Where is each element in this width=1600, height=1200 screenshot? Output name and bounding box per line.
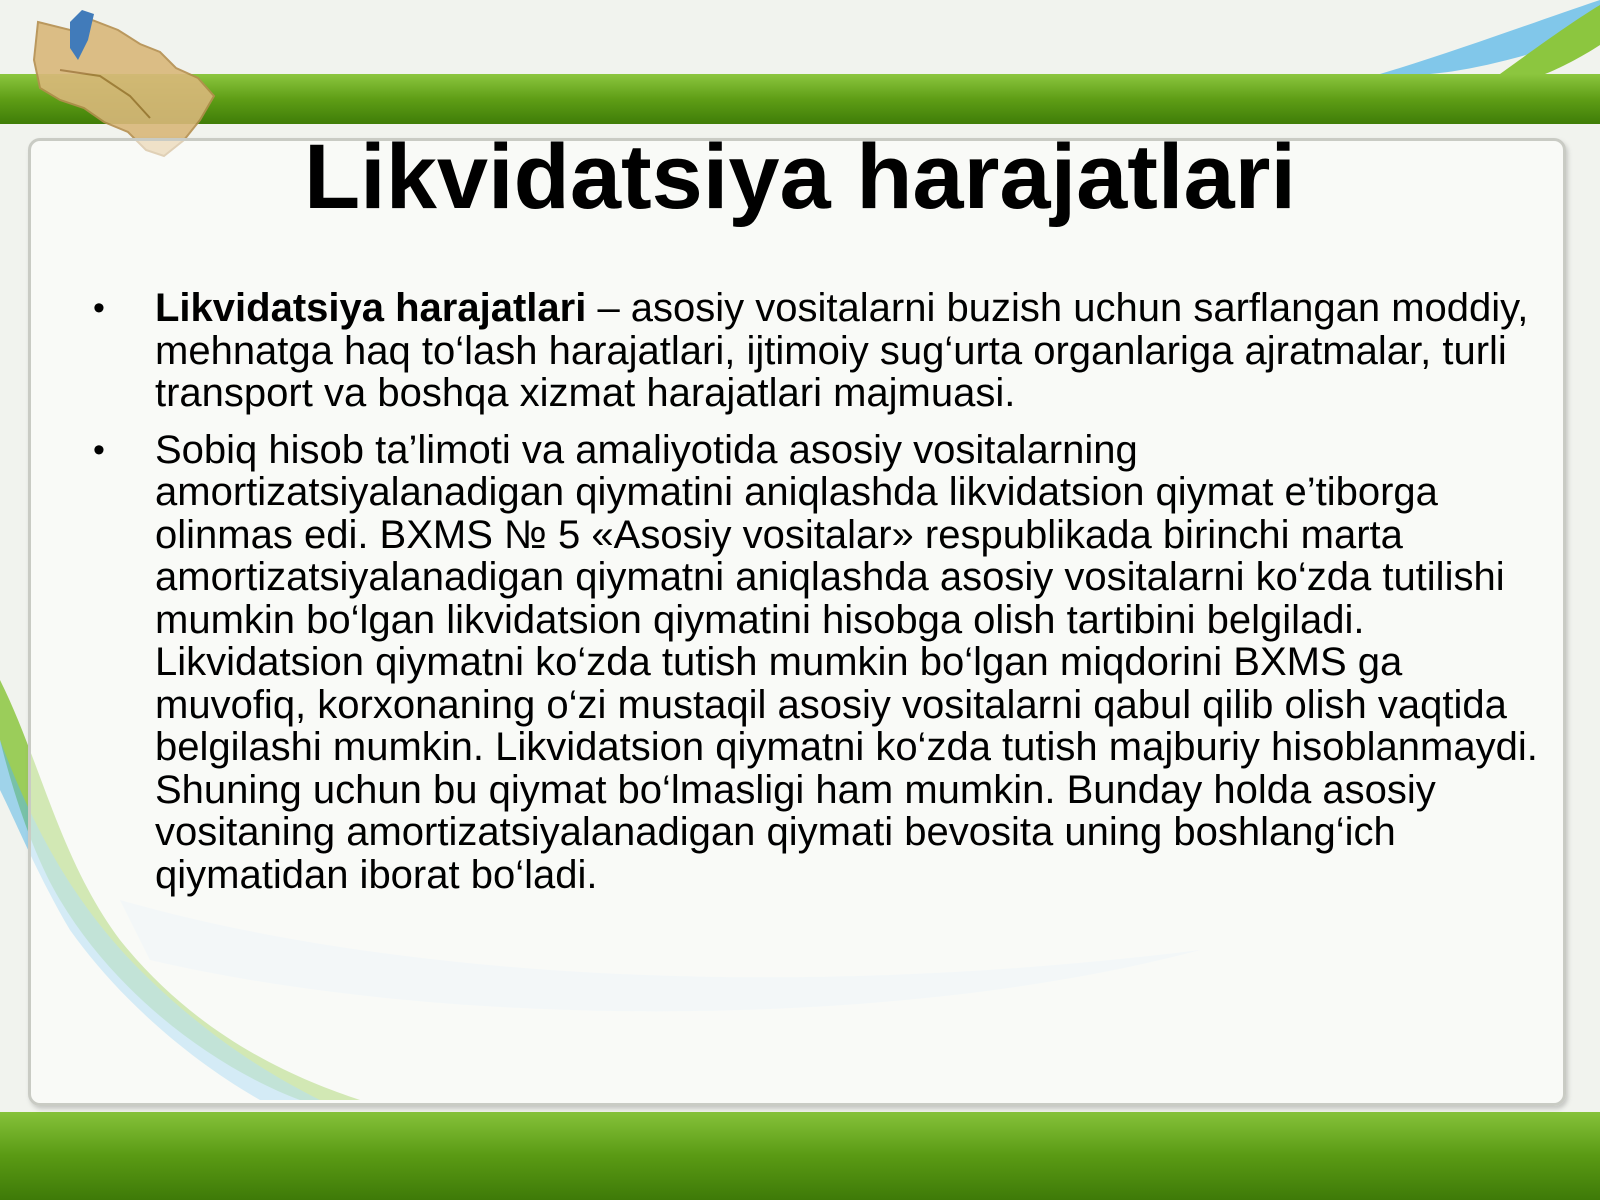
bullet-dot-icon: • bbox=[93, 430, 105, 469]
bullet-text: – asosiy vositalarni buzish uchun sarflangan moddiy, mehnatga haq to‘lash harajatlari, ijtimoiy sug‘urta organlariga ajratmalar, turli transport va boshqa xizmat harajatlari majmuasi. bbox=[155, 286, 1529, 415]
bullet-term: Likvidatsiya harajatlari bbox=[155, 286, 587, 330]
bullet-item bbox=[93, 286, 1555, 415]
bullet-text: Sobiq hisob ta’limoti va amaliyotida asosiy vositalarning amortizatsiyalanadigan qiymatini aniqlashda likvidatsion qiymat e’tiborga olinmas edi. BXMS № 5 «Asosiy vositalar» respublikada birinchi marta amortizatsiyalanadigan qiymatni aniqlashda asosiy vositalarni ko‘zda tutilishi mumkin bo‘lgan likvidatsion qiymatini hisobga olish tartibini belgiladi. Likvidatsion qiymatni ko‘zda tutish mumkin bo‘lgan miqdorini BXMS ga muvofiq, korxonaning o‘zi mustaqil asosiy vositalarni qabul qilib olish vaqtida belgilashi mumkin. Likvidatsion qiymatni ko‘zda tutish majburiy hisoblanmaydi. Shuning uchun bu qiymat bo‘lmasligi ham mumkin. Bunday holda asosiy vositaning amortizatsiyalanadigan qiymati bevosita uning boshlang‘ich qiymatidan iborat bo‘ladi. bbox=[155, 427, 1538, 897]
bullet-item bbox=[93, 427, 1555, 897]
bullet-dot-icon: • bbox=[93, 289, 105, 327]
bullet-list bbox=[93, 286, 1555, 897]
slide-title: Likvidatsiya harajatlari bbox=[303, 126, 1297, 228]
